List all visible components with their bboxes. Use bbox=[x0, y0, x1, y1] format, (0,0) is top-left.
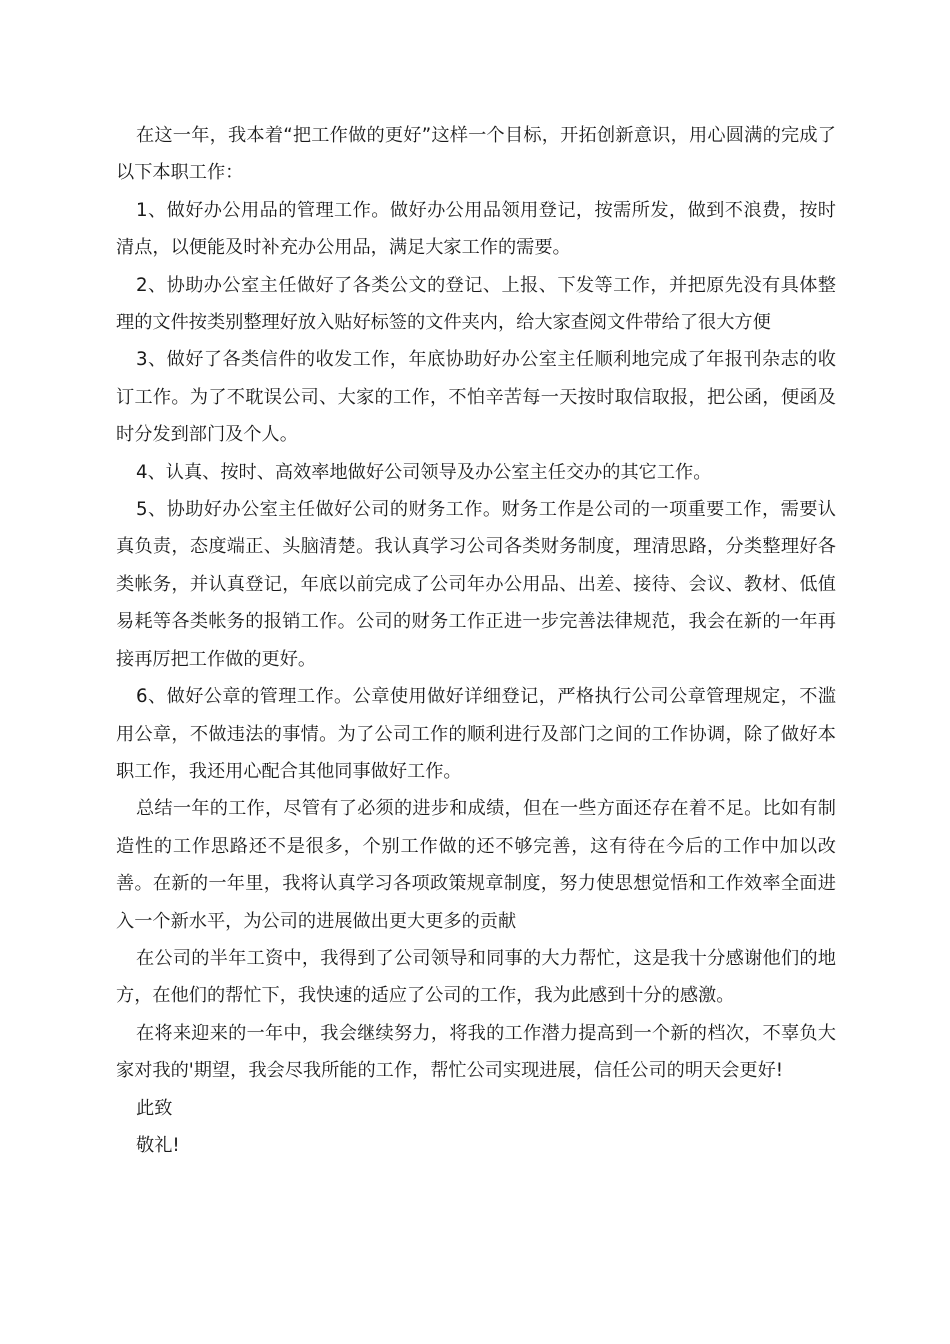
closing-line-2: 敬礼! bbox=[136, 1134, 180, 1156]
document-body bbox=[116, 117, 836, 1164]
item-2-paragraph: 2、协助办公室主任做好了各类公文的登记、上报、下发等工作，并把原先没有具体整理的文件按类别整理好放入贴好标签的文件夹内，给大家查阅文件带给了很大方便 bbox=[116, 274, 836, 334]
closing-line-1: 此致 bbox=[136, 1097, 173, 1119]
item-6-paragraph: 6、做好公章的管理工作。公章使用做好详细登记，严格执行公司公章管理规定，不滥用公章，不做违法的事情。为了公司工作的顺利进行及部门之间的工作协调，除了做好本职工作，我还用心配合其他同事做好工作。 bbox=[116, 686, 836, 782]
item-1-paragraph: 1、做好办公用品的管理工作。做好办公用品领用登记，按需所发，做到不浪费，按时清点，以便能及时补充办公用品，满足大家工作的需要。 bbox=[116, 199, 836, 259]
item-4-paragraph: 4、认真、按时、高效率地做好公司领导及办公室主任交办的其它工作。 bbox=[136, 461, 712, 483]
thanks-paragraph: 在公司的半年工资中，我得到了公司领导和同事的大力帮忙，这是我十分感谢他们的地方，在他们的帮忙下，我快速的适应了公司的工作，我为此感到十分的感激。 bbox=[116, 947, 836, 1007]
summary-paragraph: 总结一年的工作，尽管有了必须的进步和成绩，但在一些方面还存在着不足。比如有制造性的工作思路还不是很多，个别工作做的还不够完善，这有待在今后的工作中加以改善。在新的一年里，我将认真学习各项政策规章制度，努力使思想觉悟和工作效率全面进入一个新水平，为公司的进展做出更大更多的贡献 bbox=[116, 798, 836, 932]
item-5-paragraph: 5、协助好办公室主任做好公司的财务工作。财务工作是公司的一项重要工作，需要认真负责，态度端正、头脑清楚。我认真学习公司各类财务制度，理清思路，分类整理好各类帐务，并认真登记，年底以前完成了公司年办公用品、出差、接待、会议、教材、低值易耗等各类帐务的报销工作。公司的财务工作正进一步完善法律规范，我会在新的一年再接再厉把工作做的更好。 bbox=[116, 499, 836, 670]
item-3-paragraph: 3、做好了各类信件的收发工作，年底协助好办公室主任顺利地完成了年报刊杂志的收订工作。为了不耽误公司、大家的工作，不怕辛苦每一天按时取信取报，把公函，便函及时分发到部门及个人。 bbox=[116, 349, 836, 446]
intro-paragraph: 在这一年，我本着“把工作做的更好”这样一个目标，开拓创新意识，用心圆满的完成了以下本职工作： bbox=[116, 125, 836, 184]
outlook-paragraph: 在将来迎来的一年中，我会继续努力，将我的工作潜力提高到一个新的档次，不辜负大家对我的'期望，我会尽我所能的工作，帮忙公司实现进展，信任公司的明天会更好! bbox=[116, 1022, 836, 1082]
